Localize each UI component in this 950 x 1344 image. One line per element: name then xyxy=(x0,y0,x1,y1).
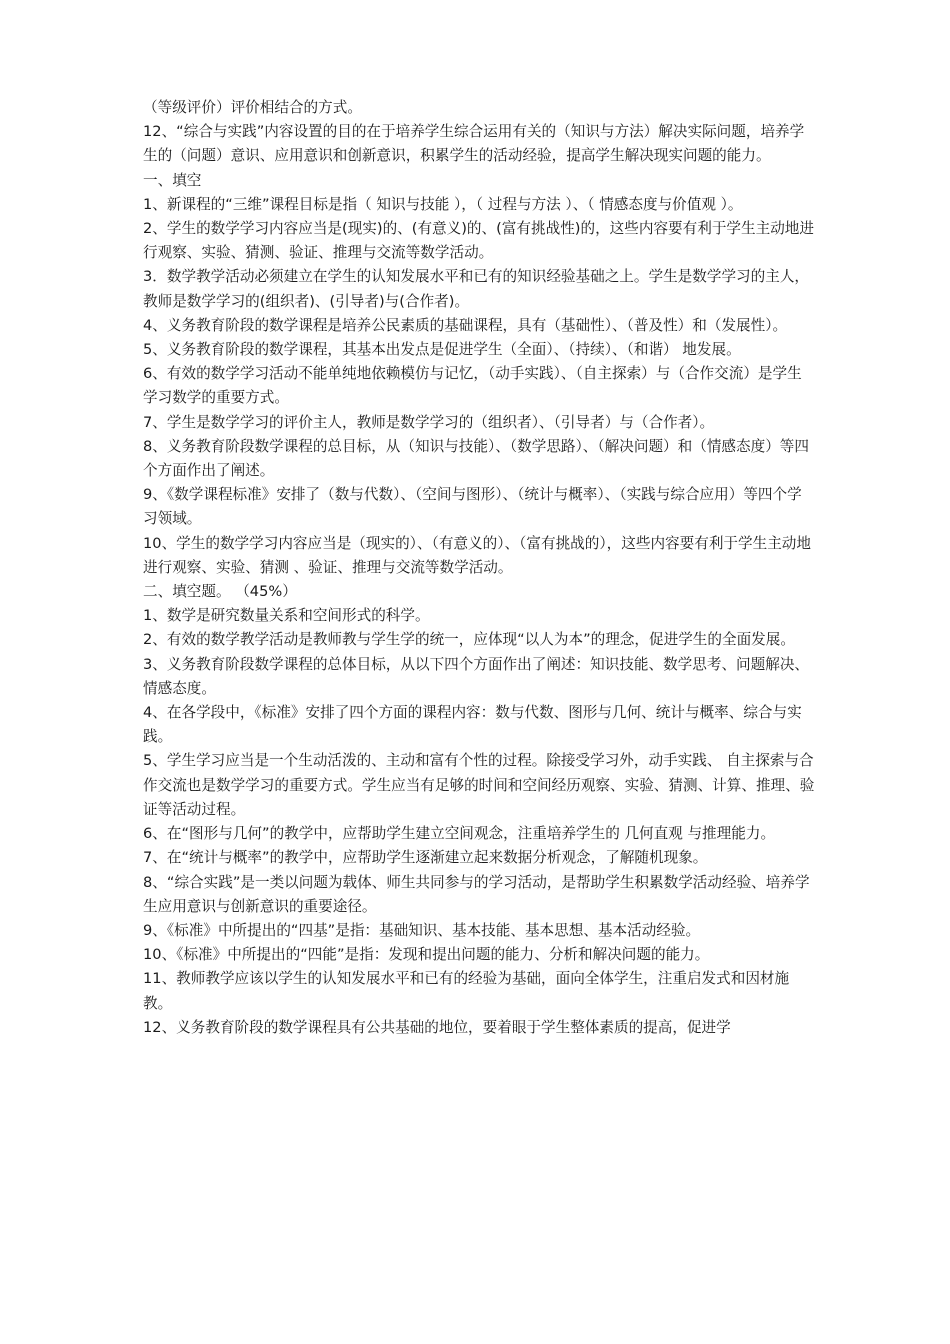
section-heading-2: 二、填空题。 （45%） xyxy=(143,583,297,601)
paragraph-6: 3．数学教学活动必须建立在学生的认知发展水平和已有的知识经验基础之上。学生是数学学习的主人，教师是数学学习的(组织者)、(引导者)与(合作者)。 xyxy=(143,268,810,310)
paragraph-23: 9、《标准》中所提出的“四基”是指：基础知识、基本技能、基本思想、基本活动经验。 xyxy=(143,921,701,939)
paragraph-5: 2、学生的数学学习内容应当是(现实)的、(有意义)的、(富有挑战性)的，这些内容要有利于学生主动地进行观察、实验、猜测、验证、推理与交流等数学活动。 xyxy=(143,220,814,262)
paragraph-11: 8、义务教育阶段数学课程的总目标，从（知识与技能）、（数学思路）、（解决问题）和（情感态度）等四个方面作出了阐述。 xyxy=(143,437,809,480)
paragraph-25: 11、教师教学应该以学生的认知发展水平和已有的经验为基础，面向全体学生，注重启发式和因材施教。 xyxy=(143,970,790,1012)
paragraph-2: 12、“综合与实践”内容设置的目的在于培养学生综合运用有关的（知识与方法）解决实际问题，培养学生的（问题）意识、应用意识和创新意识，积累学生的活动经验，提高学生解决现实问题的能力。 xyxy=(143,123,805,165)
paragraph-8: 5、义务教育阶段的数学课程，其基本出发点是促进学生（全面）、（持续）、（和谐） 地发展。 xyxy=(143,341,741,359)
paragraph-10: 7、学生是数学学习的评价主人，教师是数学学习的（组织者）、（引导者）与（合作者）。 xyxy=(143,413,715,431)
paragraph-9: 6、有效的数学学习活动不能单纯地依赖模仿与记忆，（动手实践）、（自主探索）与（合作交流）是学生学习数学的重要方式。 xyxy=(143,365,802,407)
paragraph-26: 12、义务教育阶段的数学课程具有公共基础的地位，要着眼于学生整体素质的提高，促进学 xyxy=(143,1018,731,1036)
paragraph-12: 9、《数学课程标准》安排了（数与代数）、（空间与图形）、（统计与概率）、（实践与综合应用）等四个学习领域。 xyxy=(143,486,802,528)
section-heading-1: 一、填空 xyxy=(143,171,202,189)
paragraph-21: 7、在“统计与概率”的教学中，应帮助学生逐渐建立起来数据分析观念，了解随机现象。 xyxy=(143,849,708,867)
paragraph-16: 2、有效的数学教学活动是教师教与学生学的统一，应体现“以人为本”的理念，促进学生的全面发展。 xyxy=(143,631,795,649)
paragraph-22: 8、“综合实践”是一类以问题为载体、师生共同参与的学习活动，是帮助学生积累数学活动经验、培养学生应用意识与创新意识的重要途径。 xyxy=(143,873,810,915)
paragraph-24: 10、《标准》中所提出的“四能”是指：发现和提出问题的能力、分析和解决问题的能力。 xyxy=(143,946,710,964)
paragraph-19: 5、学生学习应当是一个生动活泼的、主动和富有个性的过程。除接受学习外，动手实践、 自主探索与合作交流也是数学学习的重要方式。学生应当有足够的时间和空间经历观察、实验、猜测、计算、推理、验证等活动过程。 xyxy=(143,752,815,818)
paragraph-20: 6、在“图形与几何”的教学中，应帮助学生建立空间观念，注重培养学生的 几何直观 与推理能力。 xyxy=(143,825,776,843)
paragraph-13: 10、学生的数学学习内容应当是（现实的）、（有意义的）、（富有挑战的），这些内容要有利于学生主动地进行观察、实验、猜测 、验证、推理与交流等数学活动。 xyxy=(143,534,811,576)
paragraph-15: 1、数学是研究数量关系和空间形式的科学。 xyxy=(143,607,430,625)
paragraph-4: 1、新课程的“三维”课程目标是指（ 知识与技能 ），（ 过程与方法 ）、（ 情感态度与价值观 ）。 xyxy=(143,195,743,213)
paragraph-17: 3、义务教育阶段数学课程的总体目标，从以下四个方面作出了阐述：知识技能、数学思考、问题解决、情感态度。 xyxy=(143,655,810,697)
paragraph-7: 4、义务教育阶段的数学课程是培养公民素质的基础课程，具有（基础性）、（普及性）和（发展性）。 xyxy=(143,316,788,334)
paragraph-1: （等级评价）评价相结合的方式。 xyxy=(143,99,362,116)
document-body xyxy=(143,96,815,1040)
paragraph-18: 4、在各学段中，《标准》安排了四个方面的课程内容：数与代数、图形与几何、统计与概率、综合与实践。 xyxy=(143,704,802,746)
